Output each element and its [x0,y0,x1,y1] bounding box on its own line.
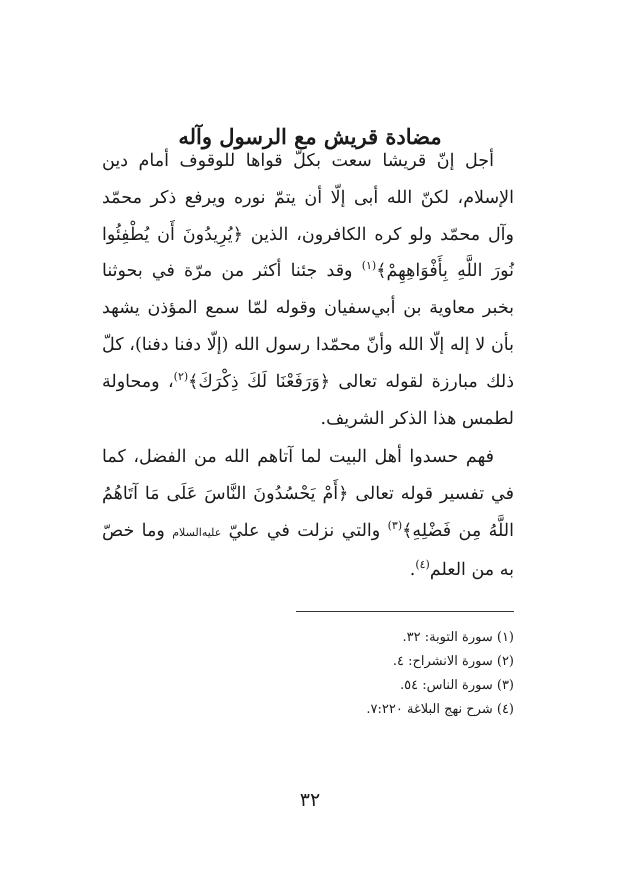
footnote-separator [296,611,514,612]
footnotes-list [102,626,514,722]
paragraph-1-text-c: ، ومحاولة لطمس هذا الذكر الشريف. [102,371,514,429]
paragraph-2-text-b: والتي نزلت في عليّ [221,520,388,541]
footnote-item: (١) سورة التوبة: ٣٢. [402,630,514,645]
main-text [102,143,514,589]
section-title: مضادة قريش مع الرسول وآله [178,124,442,150]
quran-verse-1: ﴿يُرِيدُونَ أَن يُطْفِئُوا نُورَ اللَّهِ بِأَفْوَاهِهِمْ﴾ [102,224,514,282]
quran-verse-3: ﴿أَمْ يَحْسُدُونَ النَّاسَ عَلَى مَا آتَاهُمُ اللَّهُ مِن فَضْلِهِ﴾ [102,484,514,541]
paragraph-2-text-c: وما خصّ به من العلم [102,520,514,580]
footnote-ref-4: (٤) [415,557,430,571]
paragraph-1-text-b: وقد جئنا أكثر من مرّة في بحوثنا بخبر معاوية بن أبي‌سفيان وقوله لمّا سمع المؤذن يشهد بأن لا إله إلّا الله وأنّ محمّدا رسول الله (إلّا دفنا دفنا)، كلّ ذلك مبارزة لقوله تعالى [102,261,514,392]
footnote-item: (٢) سورة الانشراح: ٤. [392,654,514,669]
honorific-phrase: عليه‌السلام [172,525,222,539]
paragraph-1-text-a: أجل إنّ قريشا سعت بكلّ قواها للوقوف أمام دين الإسلام، لكنّ الله أبى إلّا أن يتمّ نوره ويرفع ذكر محمّد وآل محمّد ولو كره الكافرون، الذين [102,151,514,245]
paragraph-2-text-d: . [409,559,416,580]
paragraph-2-text-a: فهم حسدوا أهل البيت لما آتاهم الله من الفضل، كما في تفسير قوله تعالى [102,447,514,505]
paragraph-1 [102,143,514,437]
quran-verse-2: ﴿وَرَفَعْنَا لَكَ ذِكْرَكَ﴾ [188,371,331,392]
footnote-item: (٤) شرح نهج البلاغة ٧:٢٢٠. [366,702,514,717]
footnote-ref-1: (١) [361,259,377,273]
footnote-ref-2: (٢) [173,369,189,383]
footnote-item: (٣) سورة الناس: ٥٤. [399,678,514,693]
paragraph-2 [102,439,514,588]
footnote-ref-3: (٣) [387,519,403,533]
page-number: ٣٢ [299,789,321,811]
